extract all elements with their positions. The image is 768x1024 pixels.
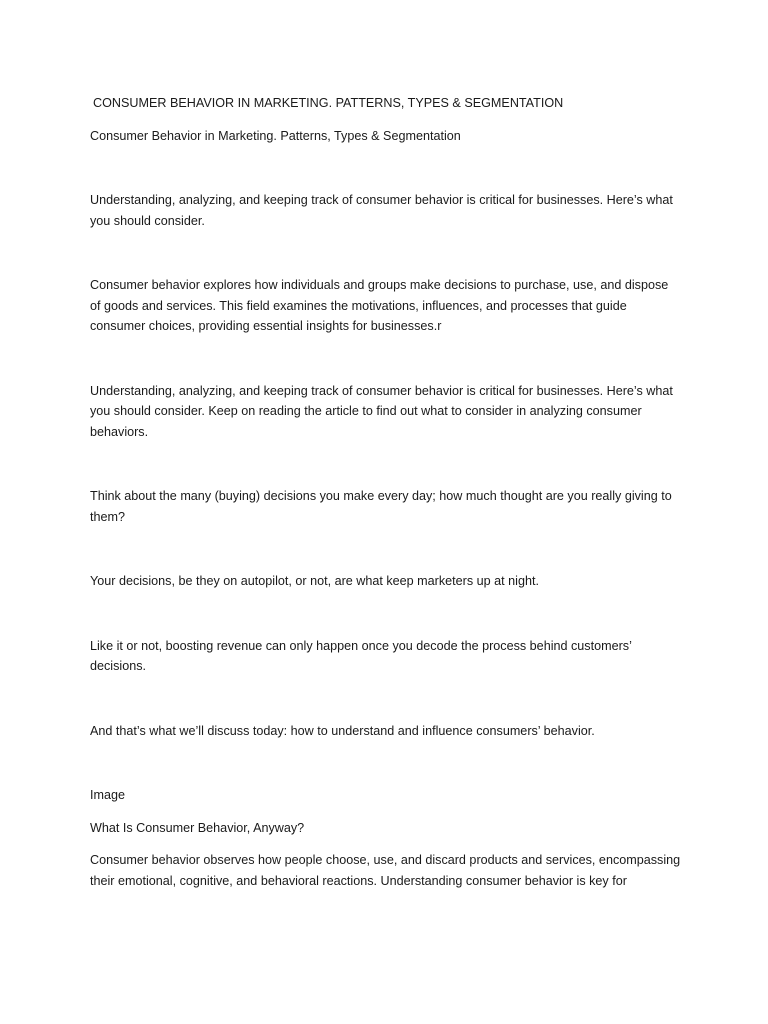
section-heading: What Is Consumer Behavior, Anyway?: [90, 820, 305, 835]
paragraph-6: Like it or not, boosting revenue can only happen once you decode the process behind customers’ decisions.: [90, 638, 632, 673]
paragraph-3: Understanding, analyzing, and keeping track of consumer behavior is critical for businesses. Here’s what you should consider. Keep on reading the article to find out what to consider in analyzing consumer behaviors.: [90, 383, 673, 439]
paragraph-7: And that’s what we’ll discuss today: how to understand and influence consumers’ behavior.: [90, 723, 595, 738]
paragraph-2: Consumer behavior explores how individuals and groups make decisions to purchase, use, and dispose of goods and services. This field examines the motivations, influences, and processes that guide consumer choices, providing essential insights for businesses.r: [90, 278, 669, 333]
image-placeholder-label: Image: [90, 788, 126, 802]
paragraph-8: Consumer behavior observes how people choose, use, and discard products and services, encompassing their emotional, cognitive, and behavioral reactions. Understanding consumer behavior is key for: [90, 853, 681, 888]
paragraph-4: Think about the many (buying) decisions you make every day; how much thought are you really giving to them?: [90, 489, 672, 524]
paragraph-5: Your decisions, be they on autopilot, or not, are what keep marketers up at night.: [90, 574, 539, 588]
document-body: [90, 93, 682, 891]
document-subtitle: Consumer Behavior in Marketing. Patterns, Types & Segmentation: [90, 128, 461, 143]
document-title: CONSUMER BEHAVIOR IN MARKETING. PATTERNS, TYPES & SEGMENTATION: [93, 96, 564, 110]
paragraph-1: Understanding, analyzing, and keeping track of consumer behavior is critical for businesses. Here’s what you should consider.: [90, 193, 673, 228]
